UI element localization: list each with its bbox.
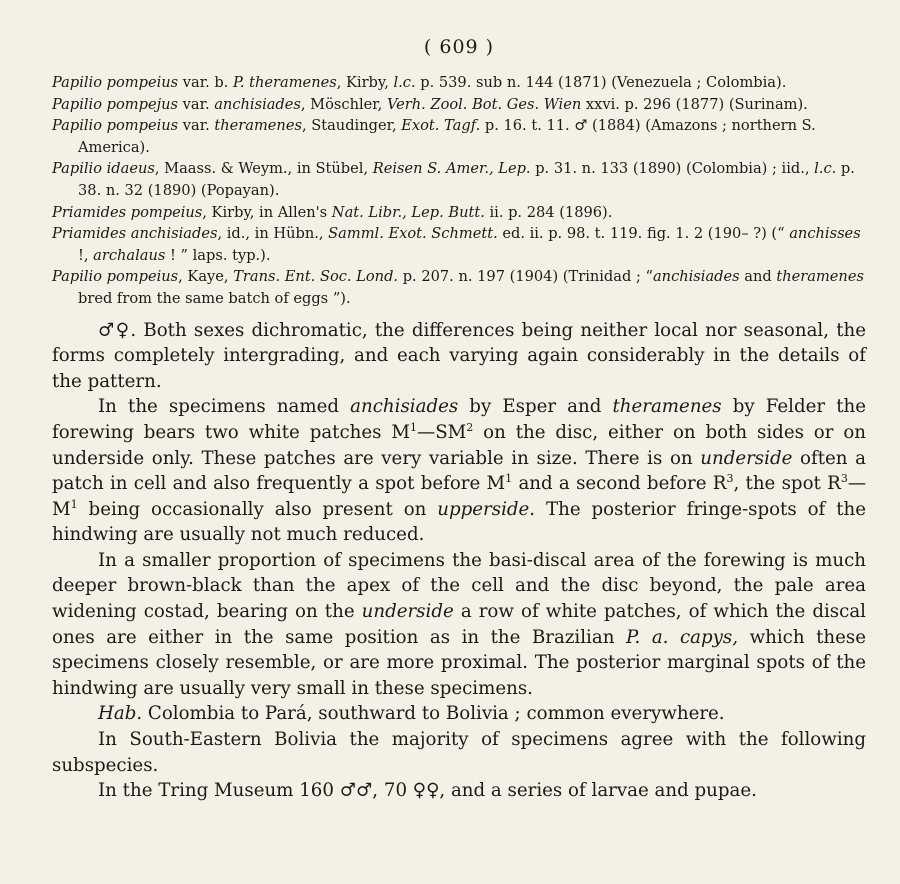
text-run: p. 539. sub n. 144 (1871) (Venezuela ; Colombia). [415,74,787,91]
italic-text: Papilio pompeius [52,74,179,91]
text-run: In the Tring Museum 160 ♂♂, 70 ♀♀, and a series of larvae and pupae. [98,780,757,802]
synonym-entry [52,223,866,266]
text-run: being occasionally also present on [77,498,438,520]
text-run: and a second before R [512,473,727,495]
text-run: , Möschler, [300,95,387,113]
italic-text: Papilio pompeius [52,117,179,135]
text-run: p. 207. n. 197 (1904) (Trinidad ; “ [398,268,653,286]
text-run: var. b. [178,74,233,91]
paragraph-bolivia [52,727,866,778]
text-run: var. [178,117,215,135]
italic-text: anchisiades [652,268,740,286]
italic-text: archalaus [93,246,166,264]
italic-text: Priamides pompeius [52,203,203,221]
text-run: ed. ii. p. 98. t. 119. fig. 1. 2 (190– ?) (“ [497,225,790,243]
paragraph-sexes [52,318,866,395]
paragraph-proportion [52,548,866,702]
text-run: , Kaye, [178,268,234,286]
text-run: var. [178,95,215,113]
italic-text: Samml. Exot. Schmett. [328,225,498,243]
description-body [52,318,866,804]
superscript: 1 [505,472,513,486]
synonym-entry [52,158,866,201]
text-run: which these specimens closely resemble, or are more proximal. The posterior marginal spots of the hindwing are usually very small in these specimens. [52,626,866,699]
italic-text: l.c. [393,74,416,91]
italic-text: theramenes [612,396,722,418]
text-run: —M [52,473,867,520]
italic-text: underside [700,447,793,469]
italic-text: Papilio idaeus [52,160,155,178]
text-run: often a patch in cell and also frequently a spot before M [52,447,866,495]
synonym-entry [52,266,866,309]
text-run: p. 31. n. 133 (1890) (Colombia) ; iid., [530,160,815,178]
italic-text: Reisen S. Amer., Lep. [372,160,531,178]
text-run: by Felder the forewing bears two white patches M [52,396,866,443]
text-run: , Maass. & Weym., in Stübel, [154,160,373,178]
italic-text: Papilio pompejus [52,95,178,113]
synonymy-list [52,72,866,310]
italic-text: anchisses [789,225,861,243]
text-run: , Kirby, in Allen's [202,203,332,221]
text-run: Colombia to Pará, southward to Bolivia ; common everywhere. [142,703,725,725]
page-number: ( 609 ) [423,36,495,58]
superscript: 3 [726,472,734,486]
italic-text: l.c. [814,160,837,178]
superscript: 1 [410,420,417,434]
text-run: bred from the same batch of eggs ”). [78,289,351,307]
synonym-entry [52,115,866,158]
text-run: , id., in Hübn., [217,225,329,243]
text-run: In a smaller proportion of specimens the basi-discal area of the forewing is much deeper brown-black than the apex of the cell and the disc beyond, the pale area widening costad, bearing on the [52,549,866,623]
superscript: 2 [466,420,474,434]
text-run: In South-Eastern Bolivia the majority of specimens agree with the following subspecies. [52,729,866,776]
paragraph-museum [52,778,866,804]
paragraph-specimens [52,394,866,548]
italic-text: Priamides anchisiades [52,225,218,243]
text-run: ! ” laps. typ.). [165,246,271,264]
paragraph-habitat [52,701,866,727]
italic-text: upperside. [437,498,536,520]
text-run: , Kirby, [336,74,394,91]
synonym-entry [52,72,866,94]
italic-text: Hab. [98,703,143,725]
italic-text: Trans. Ent. Soc. Lond. [233,268,399,286]
italic-text: Verh. Zool. Bot. Ges. Wien [386,95,582,113]
italic-text: Papilio pompeius [52,268,179,286]
italic-text: P. a. capys, [625,626,739,648]
superscript: 3 [840,472,848,486]
text-run: xxvi. p. 296 (1877) (Surinam). [581,95,808,113]
text-run: a row of white patches, of which the discal ones are either in the same position as in the Brazilian [52,601,866,648]
text-run: —SM [417,421,467,443]
text-run: and [739,268,777,286]
italic-text: anchisiades [214,95,301,113]
text-run: on the disc, either on both sides or on underside only. These patches are very variable in size. There is on [52,421,866,469]
italic-text: anchisiades [350,396,459,418]
superscript: 1 [70,497,78,511]
text-run: , Staudinger, [301,117,402,135]
italic-text: Nat. Libr., Lep. Butt. [331,203,485,221]
italic-text: Exot. Tagf. [401,117,481,135]
synonym-entry [52,94,866,116]
italic-text: theramenes [776,268,864,286]
text-run: p. 16. t. 11. ♂ (1884) (Amazons ; northern S. America). [78,117,816,156]
text-run: ♂♀. Both sexes dichromatic, the differences being neither local nor seasonal, the forms completely intergrading, and each varying again considerably in the details of the pattern. [52,319,866,392]
text-run: !, [78,246,94,264]
italic-text: theramenes [214,117,302,135]
italic-text: underside [361,601,454,623]
text-run: The posterior fringe-spots of the hindwing are usually not much reduced. [52,498,866,546]
text-run: ii. p. 284 (1896). [484,203,613,221]
synonym-entry [52,202,866,224]
text-run: , the spot R [733,473,841,495]
text-run: p. 38. n. 32 (1890) (Popayan). [78,160,855,199]
text-run: by Esper and [458,396,613,418]
italic-text: P. theramenes [233,74,337,91]
text-run: In the specimens named [98,396,351,418]
